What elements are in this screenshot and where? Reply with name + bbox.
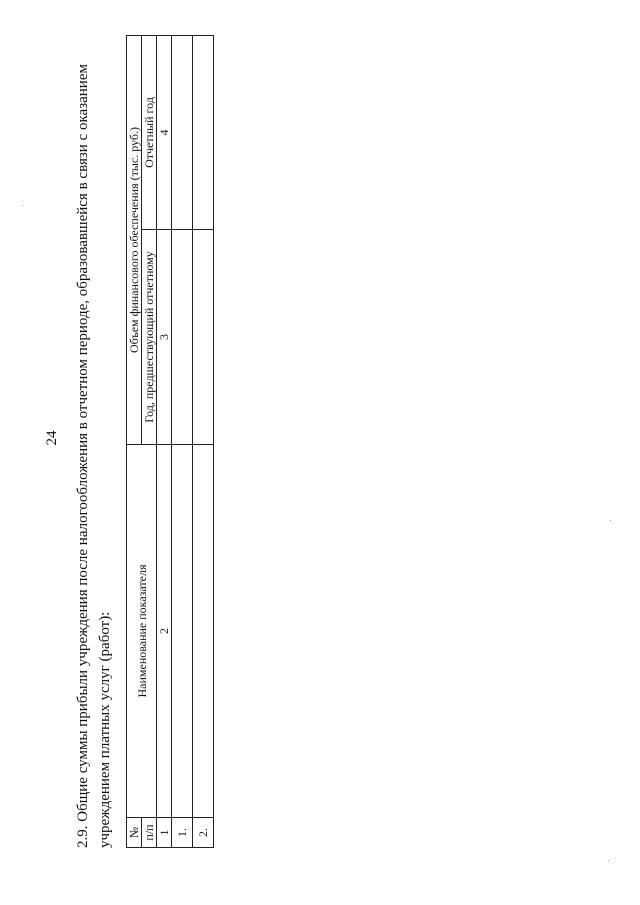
page-number: 24 [44, 430, 60, 446]
column-number-cell: 1 [157, 818, 172, 848]
table-row [172, 35, 193, 847]
scan-speck [22, 205, 23, 206]
row-prev-cell [193, 230, 214, 445]
row-name-cell [172, 445, 193, 818]
header-num-cell [127, 818, 142, 848]
row-prev-cell [172, 230, 193, 445]
rotated-content [28, 28, 208, 848]
header-prev-year-cell: Год, предшествующий отчетному [142, 230, 157, 445]
column-number-row [157, 35, 172, 847]
column-number-cell: 2 [157, 445, 172, 818]
scan-speck [608, 860, 609, 861]
row-cur-cell [193, 35, 214, 229]
table-row [193, 35, 214, 847]
column-number-cell: 3 [157, 230, 172, 445]
row-number-cell: 1. [172, 818, 193, 848]
header-num-symbol: № [127, 826, 141, 839]
table-header-row [127, 35, 142, 847]
row-name-cell [193, 445, 214, 818]
scan-speck [610, 520, 611, 521]
financial-table [126, 35, 214, 848]
column-number-cell: 4 [157, 35, 172, 229]
header-report-year-cell: Отчетный год [142, 35, 157, 229]
header-volume-cell: Объем финансового обеспечения (тыс. руб.) [127, 35, 142, 444]
section-heading: 2.9. Общие суммы прибыли учреждения после налогообложения в отчетном периоде, образовавшейся в связи с оказанием учреждением платных услуг (работ): [75, 64, 113, 848]
row-number-cell: 2. [193, 818, 214, 848]
header-name-cell: Наименование показателя [127, 445, 157, 818]
row-cur-cell [172, 35, 193, 229]
header-num-abbr: п/п [142, 818, 157, 848]
